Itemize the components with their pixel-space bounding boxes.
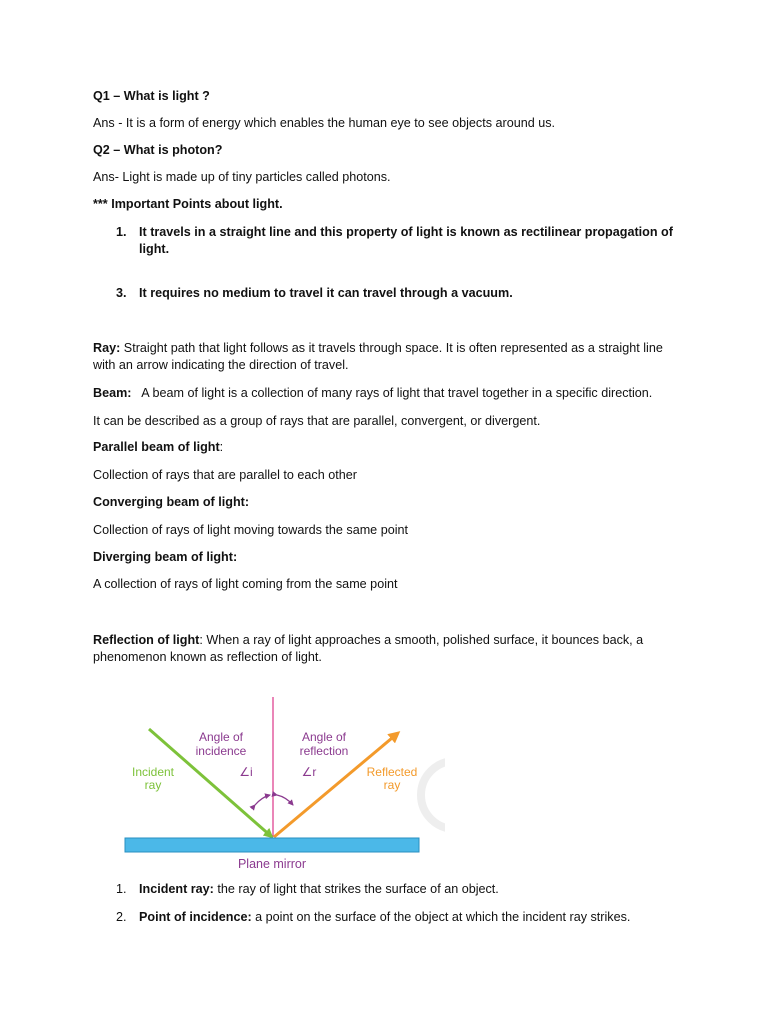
definition-text: the ray of light that strikes the surface of an object. (213, 882, 499, 896)
reflection-term: Reflection of light (93, 633, 200, 647)
q1-answer: Ans - It is a form of energy which enables the human eye to see objects around us. (93, 116, 556, 130)
important-item-text: It requires no medium to travel it can travel through a vacuum. (139, 286, 513, 300)
beam-text: A beam of light is a collection of many rays of light that travel together in a specific direction. (131, 386, 653, 400)
beam-term: Beam: (93, 386, 132, 400)
important-item-number: 1. (116, 225, 127, 239)
important-item-text: It travels in a straight line and this property of light is known as rectilinear propagation of light. (139, 225, 673, 256)
definition-term: Incident ray: (139, 882, 214, 896)
diverging-heading: Diverging beam of light: (93, 550, 238, 564)
angle-r-label: ∠r (301, 765, 317, 779)
beam-extra: It can be described as a group of rays that are parallel, convergent, or divergent. (93, 414, 541, 428)
angle-incidence-label: incidence (195, 744, 247, 758)
angle-reflection-label: Angle of (301, 730, 347, 744)
incident-ray-label: Incident (131, 765, 175, 779)
reflection-text: : When a ray of light approaches a smooth, polished surface, it bounces back, a phenomenon known as reflection of light. (93, 633, 644, 664)
angle-i-arc (255, 795, 270, 805)
angle-r-arc (277, 795, 293, 805)
converging-heading: Converging beam of light: (93, 495, 250, 509)
definition-item (139, 909, 699, 926)
plane-mirror-label: Plane mirror (237, 857, 307, 871)
ray-term: Ray: (93, 341, 121, 355)
definition-text: a point on the surface of the object at which the incident ray strikes. (251, 910, 631, 924)
converging-text: Collection of rays of light moving towards the same point (93, 523, 408, 537)
reflected-ray-label: Reflected (366, 765, 418, 779)
ray-text: Straight path that light follows as it travels through space. It is often represented as a straight line with an arrow indicating the direction of travel. (93, 341, 663, 372)
angle-i-label: ∠i (239, 765, 253, 779)
parallel-heading-line (93, 439, 693, 456)
important-heading: *** Important Points about light. (93, 197, 283, 211)
definition-number: 1. (116, 882, 127, 896)
reflection-diagram (120, 695, 445, 875)
q2-question: Q2 – What is photon? (93, 143, 223, 157)
parallel-text: Collection of rays that are parallel to each other (93, 468, 357, 482)
beam-definition (93, 385, 713, 402)
reflection-definition (93, 632, 668, 666)
diverging-text: A collection of rays of light coming from the same point (93, 577, 398, 591)
definition-term: Point of incidence: (139, 910, 252, 924)
angle-incidence-label: Angle of (198, 730, 244, 744)
watermark-circle (421, 761, 445, 829)
parallel-colon: : (219, 440, 224, 454)
parallel-heading: Parallel beam of light (93, 440, 220, 454)
ray-definition (93, 340, 668, 374)
q2-answer: Ans- Light is made up of tiny particles called photons. (93, 170, 391, 184)
incident-ray-label: ray (144, 778, 162, 792)
plane-mirror (125, 838, 419, 852)
q1-question: Q1 – What is light ? (93, 89, 210, 103)
definition-number: 2. (116, 910, 127, 924)
angle-reflection-label: reflection (299, 744, 349, 758)
reflected-ray-label: ray (383, 778, 401, 792)
definition-item (139, 881, 679, 898)
important-item-number: 3. (116, 286, 127, 300)
